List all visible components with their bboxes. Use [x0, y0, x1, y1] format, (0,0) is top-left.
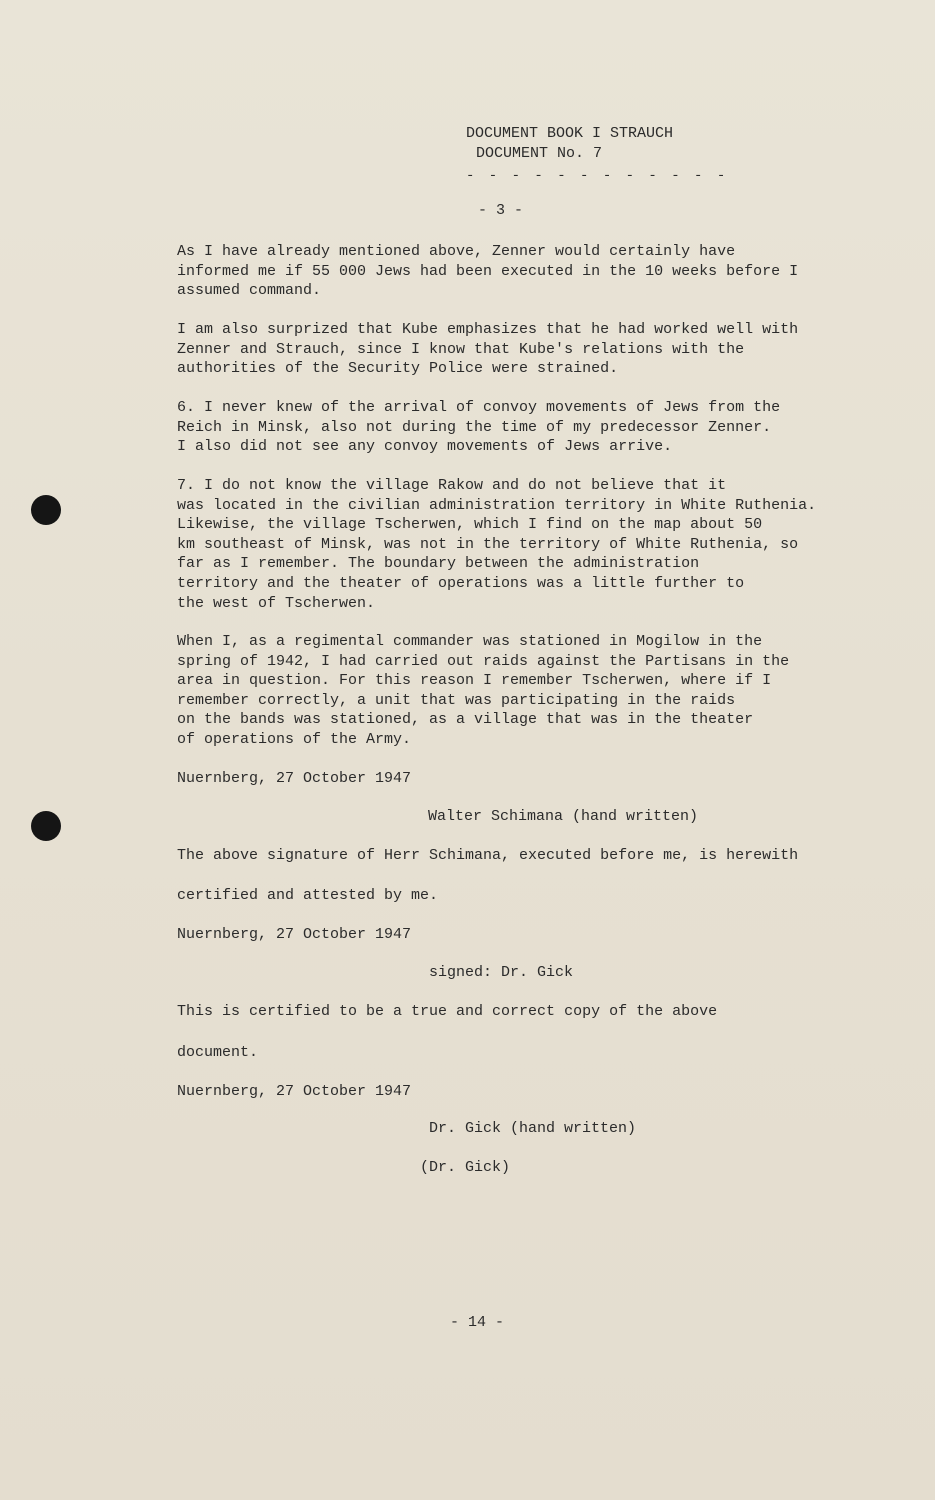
document-header [466, 124, 728, 186]
copy-line-1: This is certified to be a true and correct copy of the above [177, 1003, 718, 1020]
header-document-number: DOCUMENT No. 7 [476, 145, 603, 162]
gick-handwritten-line: Dr. Gick (hand written) [429, 1120, 637, 1137]
page-number-bottom: - 14 - [450, 1314, 505, 1331]
header-book-title: DOCUMENT BOOK I STRAUCH [466, 125, 674, 142]
paragraph-1: As I have already mentioned above, Zenner would certainly have informed me if 55 000 Jews had been executed in the 10 weeks before I assumed command. [177, 243, 799, 300]
paragraph-4: 7. I do not know the village Rakow and do not believe that it was located in the civilian administration territory in White Ruthenia. Likewise, the village Tscherwen, which I find on the map about 50 km southeast of Minsk, was not in the territory of White Ruthenia, so far as I remember. The boundary between the administration territory and the theater of operations was a little further to the west of Tscherwen. [177, 477, 817, 612]
place-date-2: Nuernberg, 27 October 1947 [177, 926, 412, 943]
punch-hole-top [31, 495, 61, 525]
gick-name-line: (Dr. Gick) [420, 1159, 511, 1176]
signer-line: Walter Schimana (hand written) [428, 808, 699, 825]
copy-line-2: document. [177, 1044, 259, 1061]
place-date-3: Nuernberg, 27 October 1947 [177, 1083, 412, 1100]
page-number-top: - 3 - [478, 202, 524, 219]
header-divider: - - - - - - - - - - - - [466, 168, 729, 184]
paragraph-5: When I, as a regimental commander was stationed in Mogilow in the spring of 1942, I had carried out raids against the Partisans in the area in question. For this reason I remember Tscherwen, where if I remember correctly, a unit that was participating in the raids on the bands was stationed, as a village that was in the theater of operations of the Army. [177, 633, 790, 748]
certify-line-1: The above signature of Herr Schimana, executed before me, is herewith [177, 847, 799, 864]
certify-line-2: certified and attested by me. [177, 887, 439, 904]
paragraph-3: 6. I never knew of the arrival of convoy movements of Jews from the Reich in Minsk, also not during the time of my predecessor Zenner. I also did not see any convoy movements of Jews arrive. [177, 399, 781, 456]
punch-hole-bottom [31, 811, 61, 841]
paragraph-2: I am also surprized that Kube emphasizes that he had worked well with Zenner and Strauch, since I know that Kube's relations with the authorities of the Security Police were strained. [177, 321, 799, 378]
signed-line: signed: Dr. Gick [429, 964, 574, 981]
place-date-1: Nuernberg, 27 October 1947 [177, 770, 412, 787]
